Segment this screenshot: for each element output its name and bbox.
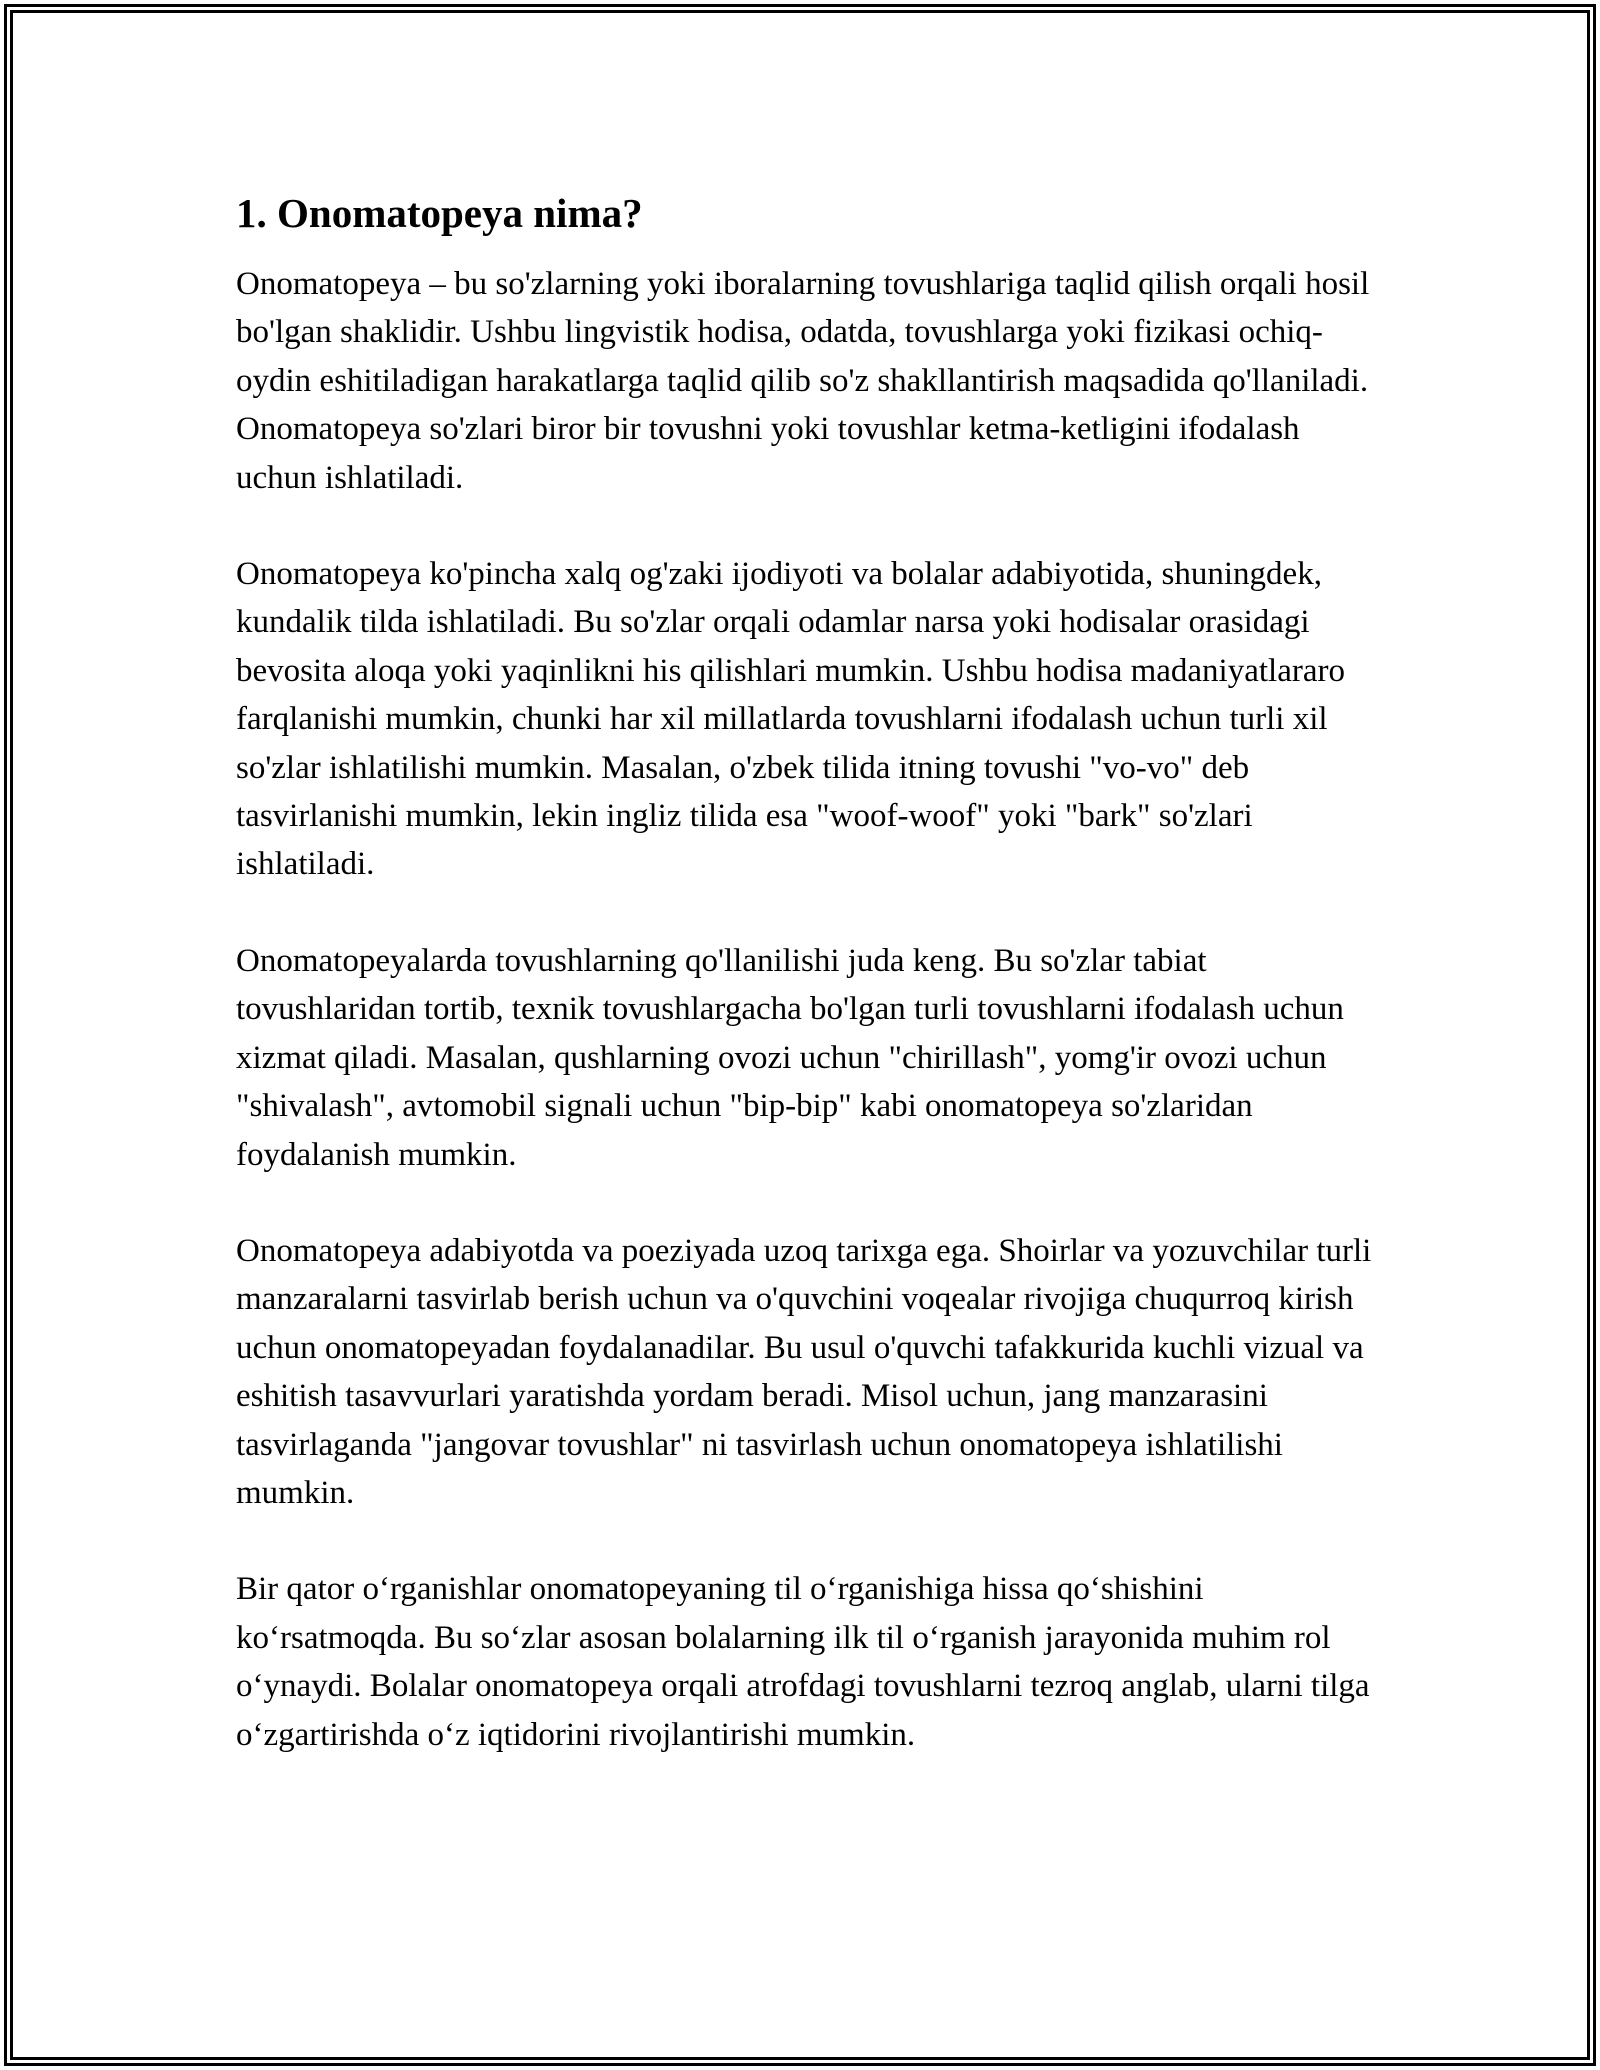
paragraph-1: Onomatopeya – bu so'zlarning yoki iboralarning tovushlariga taqlid qilish orqali hosil bo'lgan shaklidir. Ushbu lingvistik hodisa, odatda, tovushlarga yoki fizikasi ochiq-oydin eshitiladigan harakatlarga taqlid qilib so'z shakllantirish maqsadida qo'llaniladi. Onomatopeya so'zlari biror bir tovushni yoki tovushlar ketma-ketligini ifodalash uchun ishlatiladi.	[236, 266, 1370, 496]
paragraph-2: Onomatopeya ko'pincha xalq og'zaki ijodiyoti va bolalar adabiyotida, shuningdek, kundalik tilda ishlatiladi. Bu so'zlar orqali odamlar narsa yoki hodisalar orasidagi bevosita aloqa yoki yaqinlikni his qilishlari mumkin. Ushbu hodisa madaniyatlararo farqlanishi mumkin, chunki har xil millatlarda tovushlarni ifodalash uchun turli xil so'zlar ishlatilishi mumkin. Masalan, o'zbek tilida itning tovushi "vo-vo" deb tasvirlanishi mumkin, lekin ingliz tilida esa "woof-woof" yoki "bark" so'zlari ishlatiladi.	[236, 556, 1345, 883]
paragraph-4: Onomatopeya adabiyotda va poeziyada uzoq tarixga ega. Shoirlar va yozuvchilar turli manzaralarni tasvirlab berish uchun va o'quvchini voqealar rivojiga chuqurroq kirish uchun onomatopeyadan foydalanadilar. Bu usul o'quvchi tafakkurida kuchli vizual va eshitish tasavvurlari yaratishda yordam beradi. Misol uchun, jang manzarasini tasvirlaganda "jangovar tovushlar" ni tasvirlash uchun onomatopeya ishlatilishi mumkin.	[236, 1232, 1372, 1511]
paragraph-5: Bir qator o‘rganishlar onomatopeyaning til o‘rganishiga hissa qo‘shishini ko‘rsatmoqda. Bu so‘zlar asosan bolalarning ilk til o‘rganish jarayonida muhim rol o‘ynaydi. Bolalar onomatopeya orqali atrofdagi tovushlarni tezroq anglab, ularni tilga o‘zgartirishda o‘z iqtidorini rivojlantirishi mumkin.	[236, 1571, 1370, 1753]
document-body	[236, 188, 1376, 1807]
paragraph-3: Onomatopeyalarda tovushlarning qo'llanilishi juda keng. Bu so'zlar tabiat tovushlaridan tortib, texnik tovushlargacha bo'lgan turli tovushlarni ifodalash uchun xizmat qiladi. Masalan, qushlarning ovozi uchun "chirillash", yomg'ir ovozi uchun "shivalash", avtomobil signali uchun "bip-bip" kabi onomatopeya so'zlaridan foydalanish mumkin.	[236, 942, 1344, 1173]
section-heading: 1. Onomatopeya nima?	[236, 190, 643, 236]
